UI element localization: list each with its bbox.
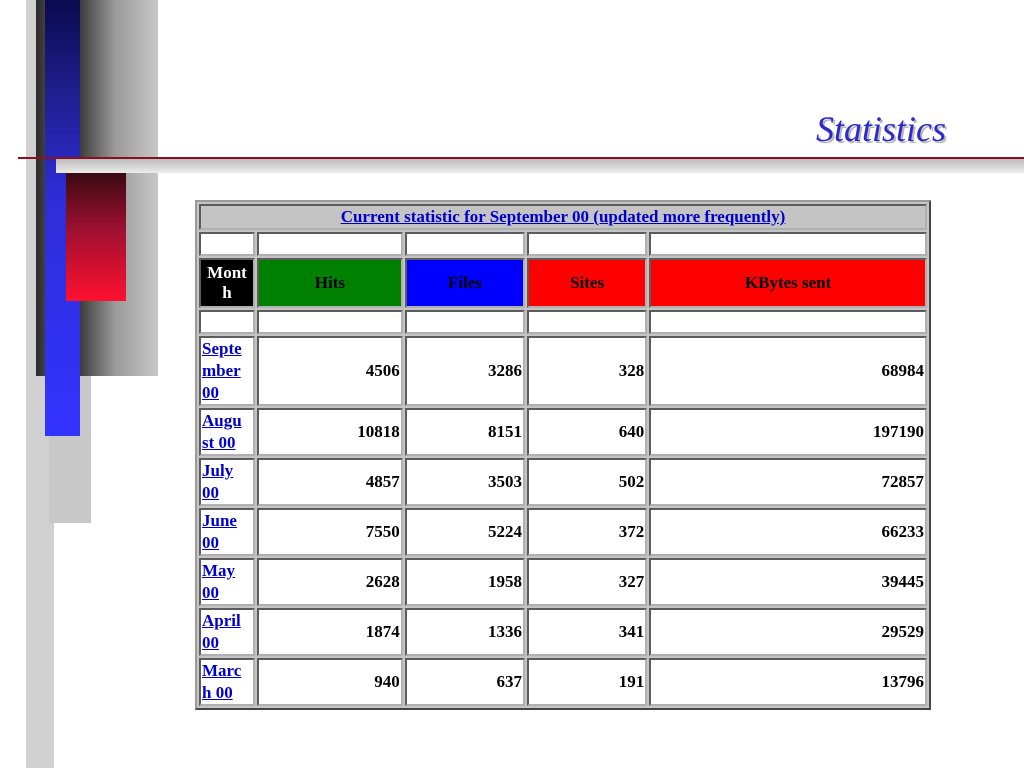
month-link-line: h 00 bbox=[202, 683, 233, 702]
spacer-row bbox=[199, 232, 927, 256]
spacer-cell bbox=[527, 310, 647, 334]
header-sites: Sites bbox=[527, 258, 647, 308]
month-link[interactable] bbox=[202, 411, 242, 452]
slide-title: Statistics bbox=[815, 109, 946, 149]
header-month-line2: h bbox=[201, 283, 253, 303]
decor-title-underline bbox=[18, 157, 1024, 159]
table-row bbox=[199, 408, 927, 456]
statistics-table bbox=[195, 200, 931, 710]
caption-cell bbox=[199, 204, 927, 230]
hits-cell: 2628 bbox=[257, 558, 403, 606]
spacer-cell bbox=[405, 232, 525, 256]
kbytes-sent-cell: 197190 bbox=[649, 408, 927, 456]
month-cell bbox=[199, 558, 255, 606]
kbytes-sent-cell: 72857 bbox=[649, 458, 927, 506]
month-link-line: 00 bbox=[202, 383, 219, 402]
month-cell bbox=[199, 336, 255, 406]
header-hits: Hits bbox=[257, 258, 403, 308]
kbytes-sent-cell: 29529 bbox=[649, 608, 927, 656]
hits-cell: 4506 bbox=[257, 336, 403, 406]
month-link[interactable] bbox=[202, 661, 241, 702]
spacer-cell bbox=[199, 232, 255, 256]
month-link-line: Marc bbox=[202, 661, 242, 680]
kbytes-sent-cell: 39445 bbox=[649, 558, 927, 606]
sites-cell: 640 bbox=[527, 408, 647, 456]
hits-cell: 4857 bbox=[257, 458, 403, 506]
month-cell bbox=[199, 608, 255, 656]
files-cell: 637 bbox=[405, 658, 525, 706]
month-cell bbox=[199, 508, 255, 556]
spacer-cell bbox=[527, 232, 647, 256]
hits-cell: 7550 bbox=[257, 508, 403, 556]
sites-cell: 328 bbox=[527, 336, 647, 406]
spacer-row bbox=[199, 310, 927, 334]
spacer-cell bbox=[199, 310, 255, 334]
month-link[interactable] bbox=[202, 461, 233, 502]
month-link[interactable] bbox=[202, 339, 242, 402]
header-row bbox=[199, 258, 927, 308]
spacer-cell bbox=[257, 232, 403, 256]
kbytes-sent-cell: 66233 bbox=[649, 508, 927, 556]
month-link-line: mber bbox=[202, 361, 241, 380]
hits-cell: 10818 bbox=[257, 408, 403, 456]
kbytes-sent-cell: 68984 bbox=[649, 336, 927, 406]
month-link-line: st 00 bbox=[202, 433, 236, 452]
month-link-line: 00 bbox=[202, 633, 219, 652]
sites-cell: 502 bbox=[527, 458, 647, 506]
current-statistic-link[interactable]: Current statistic for September 00 (updated more frequently) bbox=[340, 207, 786, 226]
table-row bbox=[199, 658, 927, 706]
spacer-cell bbox=[405, 310, 525, 334]
sites-cell: 327 bbox=[527, 558, 647, 606]
month-link-line: April bbox=[202, 611, 241, 630]
month-cell bbox=[199, 458, 255, 506]
month-link-line: 00 bbox=[202, 583, 219, 602]
header-files: Files bbox=[405, 258, 525, 308]
decor-block-red bbox=[66, 173, 126, 301]
kbytes-sent-cell: 13796 bbox=[649, 658, 927, 706]
month-link[interactable] bbox=[202, 561, 235, 602]
month-link-line: Augu bbox=[202, 411, 242, 430]
sites-cell: 191 bbox=[527, 658, 647, 706]
table-row bbox=[199, 558, 927, 606]
header-month bbox=[199, 258, 255, 308]
files-cell: 8151 bbox=[405, 408, 525, 456]
spacer-cell bbox=[649, 232, 927, 256]
month-link-line: 00 bbox=[202, 483, 219, 502]
month-link-line: June bbox=[202, 511, 237, 530]
month-link-line: Septe bbox=[202, 339, 242, 358]
table-row bbox=[199, 508, 927, 556]
header-kbytes-sent: KBytes sent bbox=[649, 258, 927, 308]
month-cell bbox=[199, 408, 255, 456]
table-row bbox=[199, 336, 927, 406]
files-cell: 1336 bbox=[405, 608, 525, 656]
decor-title-underline-shadow bbox=[56, 159, 1024, 173]
month-cell bbox=[199, 658, 255, 706]
files-cell: 3286 bbox=[405, 336, 525, 406]
hits-cell: 940 bbox=[257, 658, 403, 706]
files-cell: 1958 bbox=[405, 558, 525, 606]
header-month-line1: Mont bbox=[207, 263, 247, 282]
table-row bbox=[199, 608, 927, 656]
month-link-line: July bbox=[202, 461, 234, 480]
spacer-cell bbox=[649, 310, 927, 334]
files-cell: 5224 bbox=[405, 508, 525, 556]
table-row bbox=[199, 458, 927, 506]
hits-cell: 1874 bbox=[257, 608, 403, 656]
sites-cell: 341 bbox=[527, 608, 647, 656]
files-cell: 3503 bbox=[405, 458, 525, 506]
sites-cell: 372 bbox=[527, 508, 647, 556]
month-link[interactable] bbox=[202, 511, 237, 552]
caption-row bbox=[199, 204, 927, 230]
month-link-line: May bbox=[202, 561, 236, 580]
month-link-line: 00 bbox=[202, 533, 219, 552]
spacer-cell bbox=[257, 310, 403, 334]
month-link[interactable] bbox=[202, 611, 241, 652]
